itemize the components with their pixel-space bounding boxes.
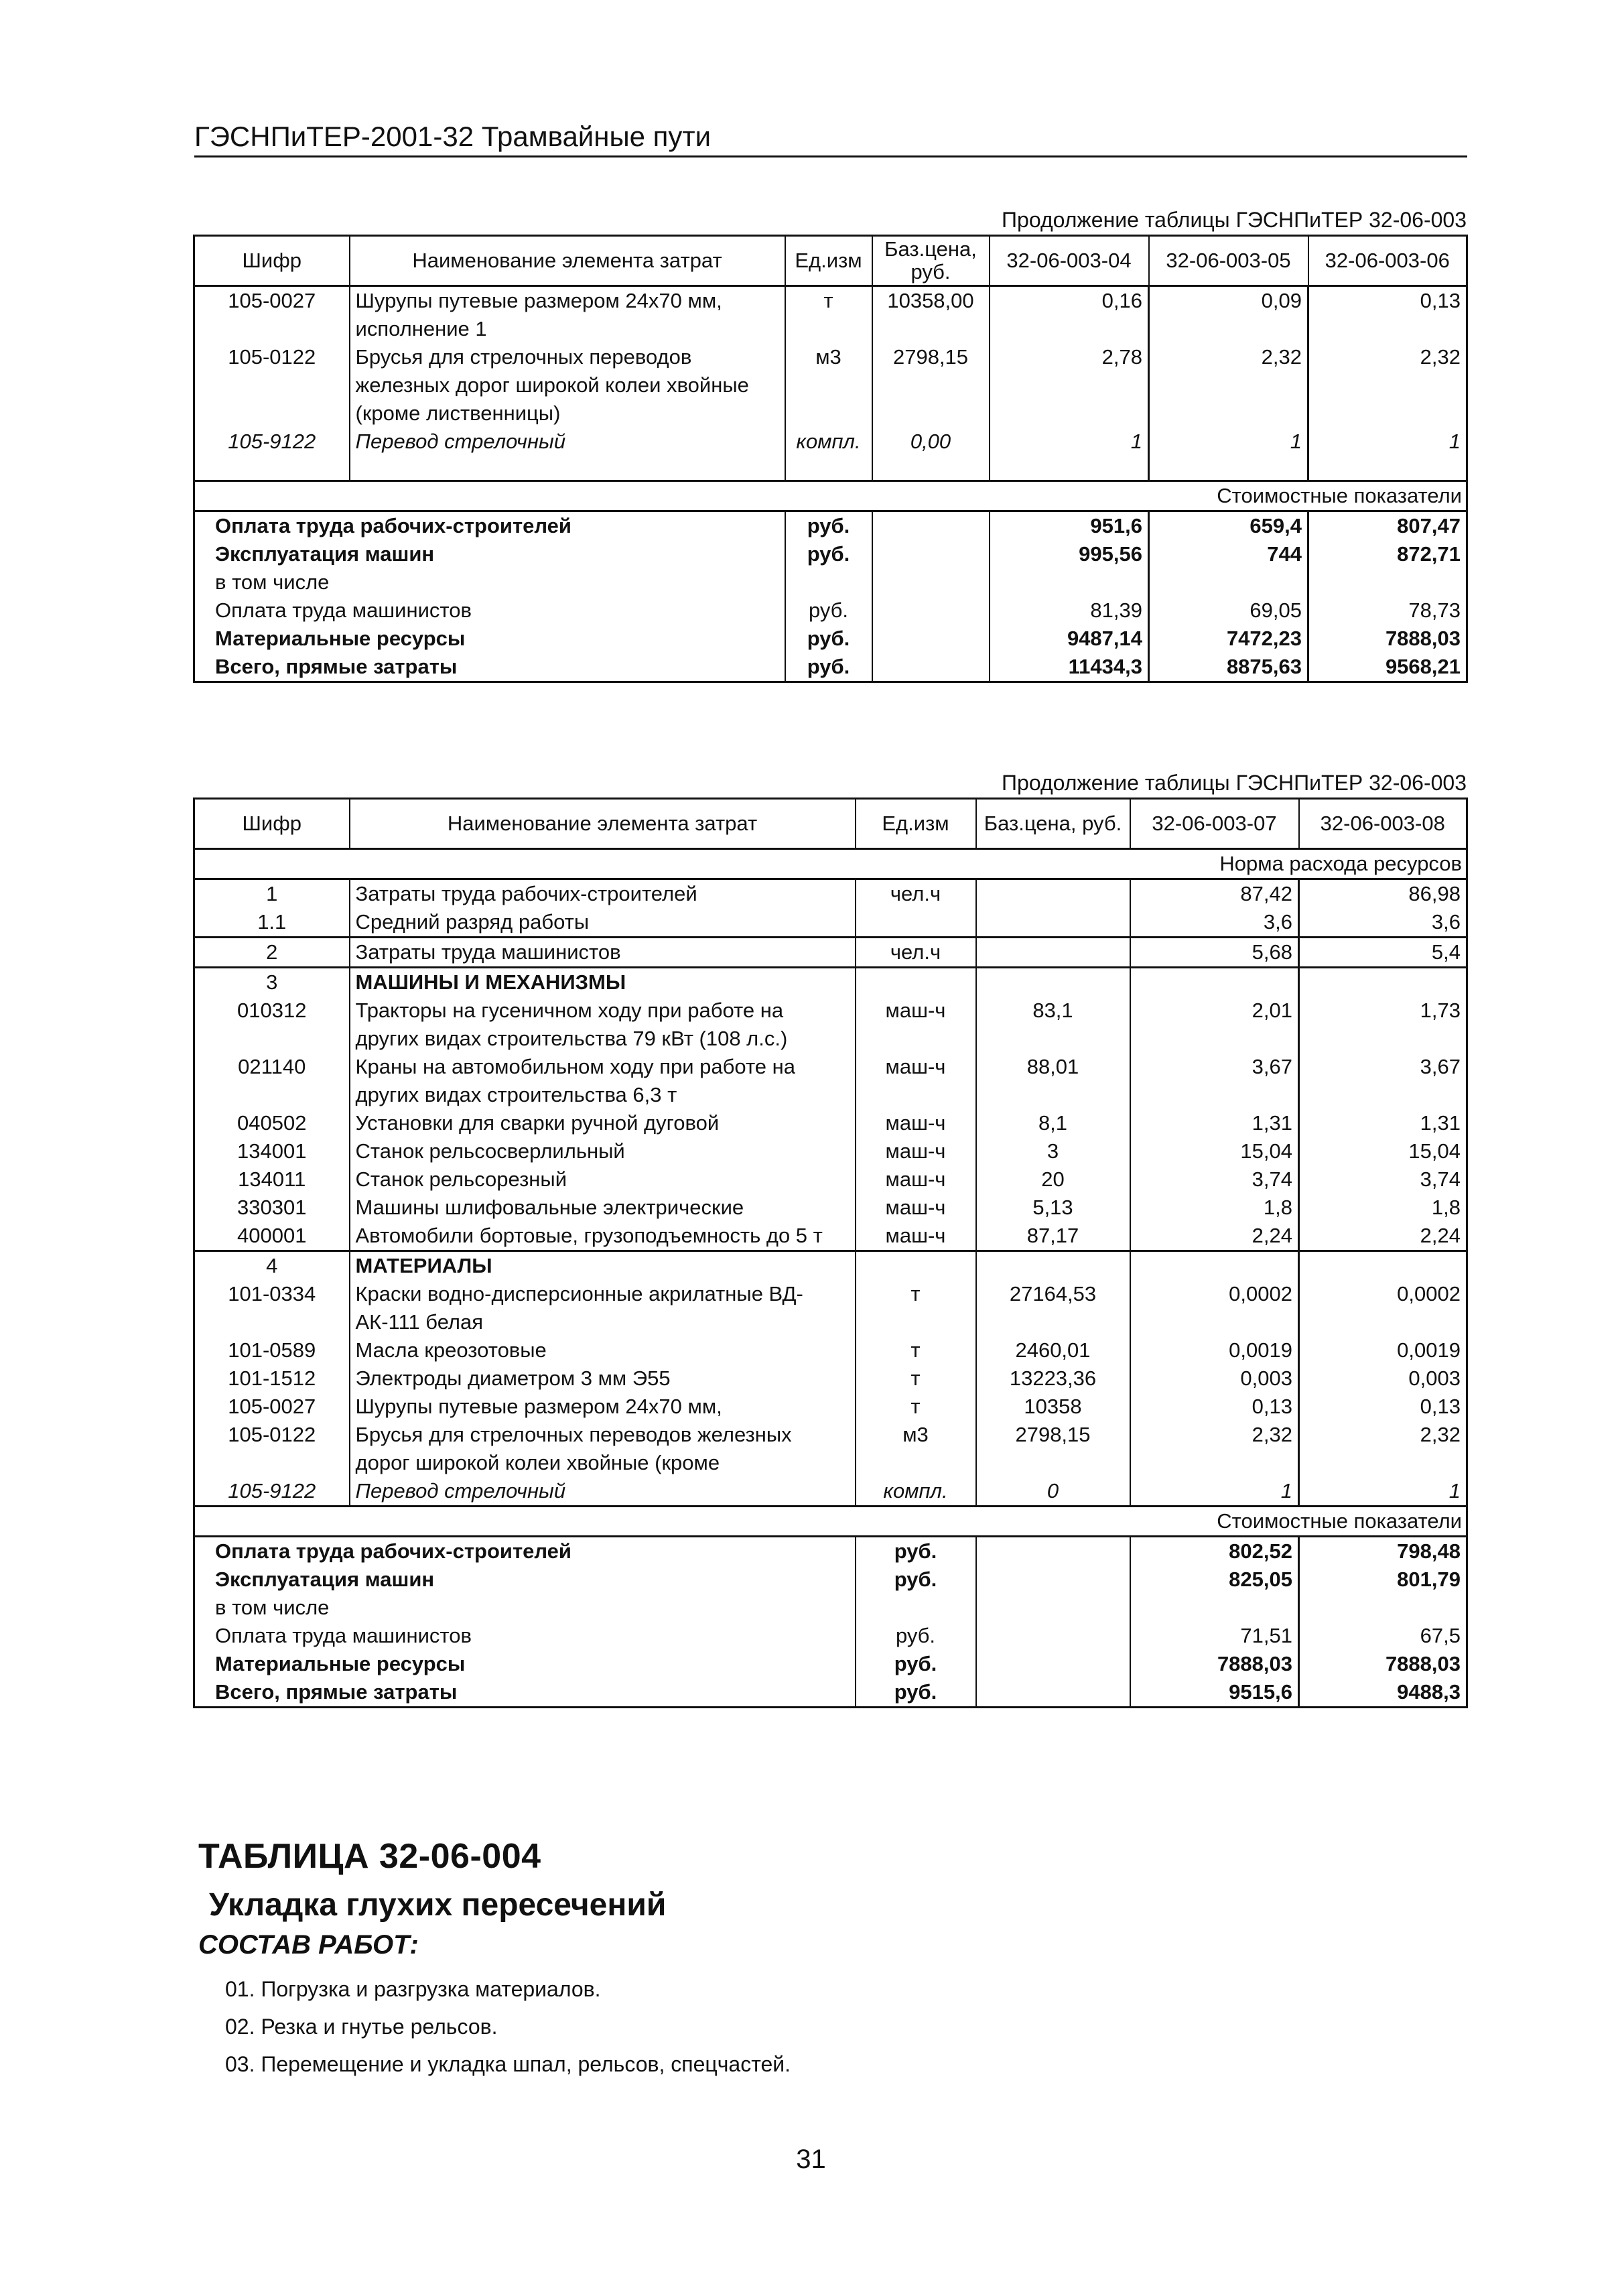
cost-label: Оплата труда машинистов <box>194 596 785 625</box>
cost-label: в том числе <box>194 1594 856 1622</box>
norm-value: 1 <box>1308 428 1467 456</box>
norm-value: 0,003 <box>1130 1364 1299 1393</box>
cost-value: 9568,21 <box>1308 653 1467 682</box>
table-row <box>194 1194 1467 1222</box>
norm-value: 1 <box>1299 1477 1467 1507</box>
resource-price: 20 <box>976 1165 1130 1194</box>
norm-value: 0,13 <box>1299 1393 1467 1421</box>
resource-price: 13223,36 <box>976 1364 1130 1393</box>
norm-value: 2,32 <box>1308 343 1467 428</box>
cost-value: 78,73 <box>1308 596 1467 625</box>
resource-table-2 <box>193 798 1468 1708</box>
resource-code: 021140 <box>194 1053 350 1109</box>
resource-name: Затраты труда рабочих-строителей <box>350 879 856 909</box>
resource-code: 101-0334 <box>194 1280 350 1336</box>
column-header-norm-08: 32-06-003-08 <box>1299 799 1467 849</box>
resource-name: Шурупы путевые размером 24х70 мм, <box>350 1393 856 1421</box>
cost-unit: руб. <box>785 653 872 682</box>
column-header-code: Шифр <box>194 799 350 849</box>
resource-name: Установки для сварки ручной дуговой <box>350 1109 856 1137</box>
resource-code: 2 <box>194 938 350 968</box>
resource-unit: м3 <box>856 1421 976 1477</box>
norm-value: 3,74 <box>1299 1165 1467 1194</box>
norm-value: 0,0019 <box>1299 1336 1467 1364</box>
norm-value: 2,78 <box>990 343 1149 428</box>
cost-value <box>990 568 1149 596</box>
cost-unit: руб. <box>856 1678 976 1708</box>
cost-value: 798,48 <box>1299 1537 1467 1566</box>
resource-price <box>976 908 1130 938</box>
cost-unit: руб. <box>856 1537 976 1566</box>
resource-name: Масла креозотовые <box>350 1336 856 1364</box>
resource-name: Брусья для стрелочных переводов железных дорог широкой колеи хвойные (кроме <box>350 1421 856 1477</box>
resource-price <box>976 938 1130 968</box>
resource-price: 3 <box>976 1137 1130 1165</box>
cost-unit: руб. <box>856 1622 976 1650</box>
cost-label: Эксплуатация машин <box>194 540 785 568</box>
norm-value: 1,31 <box>1299 1109 1467 1137</box>
column-header-norm-04: 32-06-003-04 <box>990 236 1149 286</box>
norm-value: 1 <box>1149 428 1308 456</box>
norm-value: 15,04 <box>1130 1137 1299 1165</box>
cost-label: Материальные ресурсы <box>194 625 785 653</box>
column-header-code: Шифр <box>194 236 350 286</box>
norm-value: 2,24 <box>1299 1222 1467 1251</box>
table-row <box>194 997 1467 1053</box>
section-code: 4 <box>194 1251 350 1281</box>
resource-unit: компл. <box>785 428 872 456</box>
cost-value <box>1149 568 1308 596</box>
header-rule <box>194 155 1467 157</box>
table-spacer-row <box>194 456 1467 481</box>
table-row <box>194 1421 1467 1477</box>
cost-value: 69,05 <box>1149 596 1308 625</box>
resource-unit: чел.ч <box>856 879 976 909</box>
norm-value: 1,31 <box>1130 1109 1299 1137</box>
cost-unit: руб. <box>856 1650 976 1678</box>
cost-unit: руб. <box>856 1566 976 1594</box>
resource-code: 105-0027 <box>194 286 350 344</box>
norm-value: 0,0019 <box>1130 1336 1299 1364</box>
resource-unit: чел.ч <box>856 938 976 968</box>
column-header-unit: Ед.изм <box>785 236 872 286</box>
cost-value: 951,6 <box>990 511 1149 541</box>
cost-row <box>194 1566 1467 1594</box>
resource-code: 105-0122 <box>194 343 350 428</box>
resource-name: Краны на автомобильном ходу при работе на других видах строительства 6,3 т <box>350 1053 856 1109</box>
resource-name: Средний разряд работы <box>350 908 856 938</box>
cost-unit: руб. <box>785 511 872 541</box>
norm-value: 2,32 <box>1299 1421 1467 1477</box>
resource-code: 330301 <box>194 1194 350 1222</box>
column-header-name: Наименование элемента затрат <box>350 236 785 286</box>
resource-price: 87,17 <box>976 1222 1130 1251</box>
table-row <box>194 1165 1467 1194</box>
cost-value: 9515,6 <box>1130 1678 1299 1708</box>
cost-row <box>194 596 1467 625</box>
cost-row <box>194 1650 1467 1678</box>
resource-name: Перевод стрелочный <box>350 1477 856 1507</box>
cost-value: 71,51 <box>1130 1622 1299 1650</box>
norm-value: 0,0002 <box>1299 1280 1467 1336</box>
resource-price: 0,00 <box>872 428 990 456</box>
table-row <box>194 1336 1467 1364</box>
norm-value: 2,24 <box>1130 1222 1299 1251</box>
resource-code: 1.1 <box>194 908 350 938</box>
list-item: 02. Резка и гнутье рельсов. <box>225 2015 498 2039</box>
list-item: 01. Погрузка и разгрузка материалов. <box>225 1977 601 2001</box>
resource-unit: маш-ч <box>856 1165 976 1194</box>
resource-name: Затраты труда машинистов <box>350 938 856 968</box>
cost-value: 9487,14 <box>990 625 1149 653</box>
cost-band-label: Стоимостные показатели <box>194 1507 1467 1537</box>
cost-band-row <box>194 1507 1467 1537</box>
cost-value: 825,05 <box>1130 1566 1299 1594</box>
resource-price: 2798,15 <box>976 1421 1130 1477</box>
resource-code: 134001 <box>194 1137 350 1165</box>
resource-name: Электроды диаметром 3 мм Э55 <box>350 1364 856 1393</box>
resource-unit: т <box>856 1393 976 1421</box>
cost-value: 11434,3 <box>990 653 1149 682</box>
cost-unit: руб. <box>785 596 872 625</box>
cost-band-label: Стоимостные показатели <box>194 481 1467 511</box>
norm-value: 1,8 <box>1130 1194 1299 1222</box>
resource-code: 134011 <box>194 1165 350 1194</box>
cost-value: 67,5 <box>1299 1622 1467 1650</box>
cost-label: Эксплуатация машин <box>194 1566 856 1594</box>
resource-unit: маш-ч <box>856 1109 976 1137</box>
running-header: ГЭСНПиТЕР-2001-32 Трамвайные пути <box>194 121 712 152</box>
norm-value: 3,74 <box>1130 1165 1299 1194</box>
resource-unit <box>856 908 976 938</box>
cost-value: 744 <box>1149 540 1308 568</box>
table-row <box>194 1137 1467 1165</box>
table-section-subtitle: Укладка глухих пересечений <box>209 1887 667 1923</box>
cost-label: Всего, прямые затраты <box>194 653 785 682</box>
resource-name: Станок рельсорезный <box>350 1165 856 1194</box>
norm-value: 3,6 <box>1299 908 1467 938</box>
table-header-row <box>194 236 1467 286</box>
resource-price: 2460,01 <box>976 1336 1130 1364</box>
cost-row <box>194 1678 1467 1708</box>
cost-label: Материальные ресурсы <box>194 1650 856 1678</box>
cost-value: 802,52 <box>1130 1537 1299 1566</box>
resource-unit: компл. <box>856 1477 976 1507</box>
resource-price: 0 <box>976 1477 1130 1507</box>
cost-value: 7888,03 <box>1130 1650 1299 1678</box>
list-item: 03. Перемещение и укладка шпал, рельсов, спецчастей. <box>225 2052 791 2076</box>
resource-code: 101-1512 <box>194 1364 350 1393</box>
resource-unit: маш-ч <box>856 997 976 1053</box>
table-row <box>194 1280 1467 1336</box>
resource-name: Краски водно-дисперсионные акрилатные ВД-АК-111 белая <box>350 1280 856 1336</box>
norm-value: 1,8 <box>1299 1194 1467 1222</box>
table-row <box>194 1053 1467 1109</box>
works-list <box>225 1970 791 2083</box>
norm-value: 86,98 <box>1299 879 1467 909</box>
resource-name: Машины шлифовальные электрические <box>350 1194 856 1222</box>
cost-label: Оплата труда машинистов <box>194 1622 856 1650</box>
cost-value <box>1130 1594 1299 1622</box>
cost-label: Всего, прямые затраты <box>194 1678 856 1708</box>
table1-continuation-caption: Продолжение таблицы ГЭСНПиТЕР 32-06-003 <box>1002 208 1467 232</box>
cost-value: 7888,03 <box>1308 625 1467 653</box>
table-row <box>194 1477 1467 1507</box>
table-row <box>194 428 1467 456</box>
cost-row <box>194 1594 1467 1622</box>
cost-row <box>194 653 1467 682</box>
table-row <box>194 938 1467 968</box>
norm-value: 2,32 <box>1149 343 1308 428</box>
cost-value: 8875,63 <box>1149 653 1308 682</box>
resource-price: 88,01 <box>976 1053 1130 1109</box>
resource-unit: м3 <box>785 343 872 428</box>
cost-unit <box>785 568 872 596</box>
resource-code: 105-9122 <box>194 1477 350 1507</box>
norm-value: 15,04 <box>1299 1137 1467 1165</box>
cost-label: Оплата труда рабочих-строителей <box>194 511 785 541</box>
cost-unit: руб. <box>785 625 872 653</box>
norm-value: 0,16 <box>990 286 1149 344</box>
cost-unit <box>856 1594 976 1622</box>
resource-code: 105-9122 <box>194 428 350 456</box>
norm-value: 0,13 <box>1130 1393 1299 1421</box>
resource-price: 27164,53 <box>976 1280 1130 1336</box>
cost-value <box>1299 1594 1467 1622</box>
resource-unit: т <box>785 286 872 344</box>
resource-name: Брусья для стрелочных переводов железных дорог широкой колеи хвойные (кроме лиственницы) <box>350 343 785 428</box>
norm-value: 1,73 <box>1299 997 1467 1053</box>
cost-row <box>194 625 1467 653</box>
section-row-machines <box>194 968 1467 997</box>
table-row <box>194 286 1467 344</box>
resource-unit: маш-ч <box>856 1053 976 1109</box>
norm-value: 3,67 <box>1299 1053 1467 1109</box>
section-title: МАШИНЫ И МЕХАНИЗМЫ <box>350 968 856 997</box>
column-header-norm-06: 32-06-003-06 <box>1308 236 1467 286</box>
norm-value: 0,0002 <box>1130 1280 1299 1336</box>
resource-name: Автомобили бортовые, грузоподъемность до 5 т <box>350 1222 856 1251</box>
resource-code: 040502 <box>194 1109 350 1137</box>
resource-price <box>976 879 1130 909</box>
cost-value: 659,4 <box>1149 511 1308 541</box>
cost-value: 801,79 <box>1299 1566 1467 1594</box>
resource-code: 105-0027 <box>194 1393 350 1421</box>
resource-price: 83,1 <box>976 997 1130 1053</box>
cost-label: в том числе <box>194 568 785 596</box>
table-row <box>194 1109 1467 1137</box>
table-row <box>194 343 1467 428</box>
resource-name: Перевод стрелочный <box>350 428 785 456</box>
cost-row <box>194 1622 1467 1650</box>
norm-value: 0,003 <box>1299 1364 1467 1393</box>
cost-label: Оплата труда рабочих-строителей <box>194 1537 856 1566</box>
norm-value: 0,09 <box>1149 286 1308 344</box>
column-header-name: Наименование элемента затрат <box>350 799 856 849</box>
cost-value: 7888,03 <box>1299 1650 1467 1678</box>
cost-value: 872,71 <box>1308 540 1467 568</box>
resource-unit: т <box>856 1280 976 1336</box>
column-header-norm-05: 32-06-003-05 <box>1149 236 1308 286</box>
cost-row <box>194 568 1467 596</box>
table2-continuation-caption: Продолжение таблицы ГЭСНПиТЕР 32-06-003 <box>1002 771 1467 795</box>
resource-code: 010312 <box>194 997 350 1053</box>
works-heading: СОСТАВ РАБОТ: <box>198 1930 419 1960</box>
resource-name: Станок рельсосверлильный <box>350 1137 856 1165</box>
resource-code: 105-0122 <box>194 1421 350 1477</box>
norm-value: 2,01 <box>1130 997 1299 1053</box>
resource-price: 10358,00 <box>872 286 990 344</box>
column-header-price: Баз.цена, руб. <box>872 236 990 286</box>
column-header-unit: Ед.изм <box>856 799 976 849</box>
resource-code: 1 <box>194 879 350 909</box>
table-row <box>194 879 1467 909</box>
resource-code: 101-0589 <box>194 1336 350 1364</box>
table-section-title: ТАБЛИЦА 32-06-004 <box>198 1837 541 1876</box>
resource-unit: т <box>856 1336 976 1364</box>
cost-value: 7472,23 <box>1149 625 1308 653</box>
cost-row <box>194 511 1467 541</box>
resource-price: 10358 <box>976 1393 1130 1421</box>
norm-value: 1 <box>990 428 1149 456</box>
section-code: 3 <box>194 968 350 997</box>
column-header-price: Баз.цена, руб. <box>976 799 1130 849</box>
norm-band-row <box>194 849 1467 879</box>
table-row <box>194 1393 1467 1421</box>
resource-price: 8,1 <box>976 1109 1130 1137</box>
table-row <box>194 1222 1467 1251</box>
cost-value: 9488,3 <box>1299 1678 1467 1708</box>
table-header-row <box>194 799 1467 849</box>
resource-unit: маш-ч <box>856 1222 976 1251</box>
resource-table-1 <box>193 235 1468 683</box>
table-row <box>194 908 1467 938</box>
norm-value: 3,67 <box>1130 1053 1299 1109</box>
resource-code: 400001 <box>194 1222 350 1251</box>
cost-value: 81,39 <box>990 596 1149 625</box>
resource-name: Тракторы на гусеничном ходу при работе на других видах строительства 79 кВт (108 л.с.) <box>350 997 856 1053</box>
resource-unit: маш-ч <box>856 1137 976 1165</box>
norm-value: 1 <box>1130 1477 1299 1507</box>
resource-price: 2798,15 <box>872 343 990 428</box>
resource-price: 5,13 <box>976 1194 1130 1222</box>
cost-value: 995,56 <box>990 540 1149 568</box>
section-row-materials <box>194 1251 1467 1281</box>
norm-value: 3,6 <box>1130 908 1299 938</box>
norm-value: 87,42 <box>1130 879 1299 909</box>
cost-value <box>1308 568 1467 596</box>
norm-value: 5,4 <box>1299 938 1467 968</box>
column-header-norm-07: 32-06-003-07 <box>1130 799 1299 849</box>
cost-row <box>194 1537 1467 1566</box>
cost-row <box>194 540 1467 568</box>
norm-value: 2,32 <box>1130 1421 1299 1477</box>
section-title: МАТЕРИАЛЫ <box>350 1251 856 1281</box>
norm-band-label: Норма расхода ресурсов <box>194 849 1467 879</box>
cost-value: 807,47 <box>1308 511 1467 541</box>
page-number: 31 <box>796 2145 826 2174</box>
cost-unit: руб. <box>785 540 872 568</box>
cost-band-row <box>194 481 1467 511</box>
norm-value: 0,13 <box>1308 286 1467 344</box>
table-row <box>194 1364 1467 1393</box>
resource-name: Шурупы путевые размером 24х70 мм, исполнение 1 <box>350 286 785 344</box>
resource-unit: т <box>856 1364 976 1393</box>
norm-value: 5,68 <box>1130 938 1299 968</box>
resource-unit: маш-ч <box>856 1194 976 1222</box>
